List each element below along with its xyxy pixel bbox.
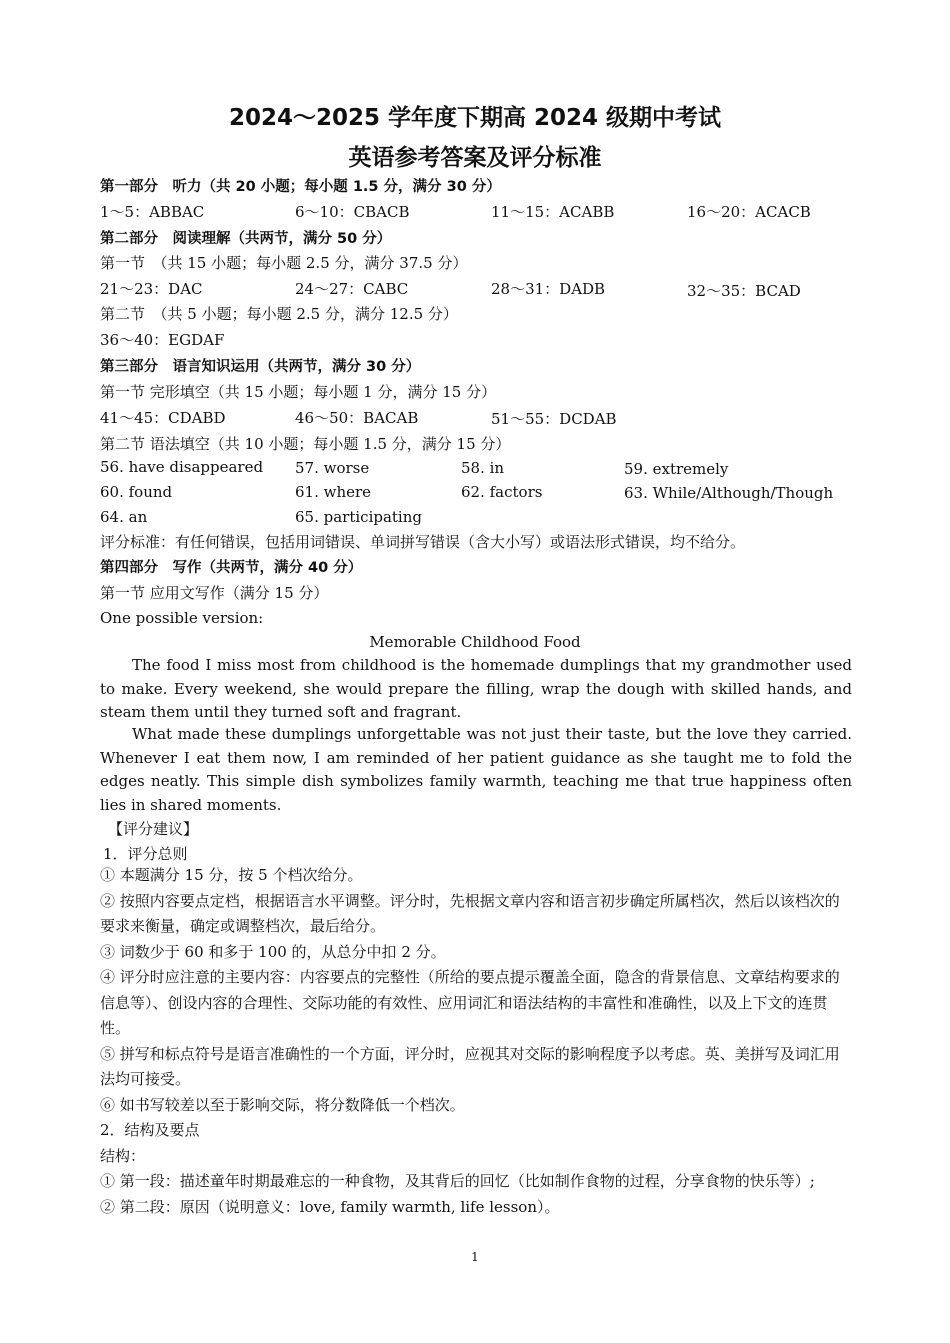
- scoring-item: ③ 词数少于 60 和多于 100 的，从总分中扣 2 分。: [100, 942, 446, 961]
- grammar-answer: 57. worse: [295, 459, 370, 477]
- scoring-item: ⑤ 拼写和标点符号是语言准确性的一个方面，评分时，应视其对交际的影响程度予以考虑。英、美拼写及词汇用法均可接受。: [100, 1044, 840, 1088]
- scoring-general-list: [100, 863, 852, 1220]
- essay-paragraph: What made these dumplings unforgettable was not just their taste, but the love they carried. Whenever I eat them now, I am reminded of her patient guidance as she taught me to fold the edges neatly. This simple dish symbolizes family warmth, teaching me that true happiness often lies in shared moments.: [100, 725, 852, 814]
- answer-group: 28～31：DADB: [491, 280, 606, 298]
- grammar-answer: 65. participating: [295, 508, 422, 526]
- grammar-answer: 61. where: [295, 483, 372, 501]
- grammar-answer: 63. While/Although/Though: [624, 484, 834, 502]
- answer-group: 36～40：EGDAF: [100, 331, 225, 349]
- part2-section2: 第二节 （共 5 小题；每小题 2.5 分，满分 12.5 分）: [100, 305, 458, 323]
- page-subtitle: 英语参考答案及评分标准: [348, 145, 602, 171]
- structure-item: ② 第二段：原因（说明意义：love, family warmth, life lesson）。: [100, 1197, 560, 1216]
- answer-group: 41～45：CDABD: [100, 409, 226, 427]
- answer-group: 32～35：BCAD: [687, 282, 801, 300]
- essay-paragraph: The food I miss most from childhood is the homemade dumplings that my grandmother used to make. Every weekend, she would prepare the filling, wrap the dough with skilled hands, and steam them until they turned soft and fragrant.: [100, 656, 852, 721]
- answer-group: 46～50：BACAB: [295, 409, 419, 427]
- scoring-general-title: 1．评分总则: [103, 845, 188, 863]
- scoring-heading: 【评分建议】: [108, 820, 199, 838]
- part3-section1: 第一节 完形填空（共 15 小题；每小题 1 分，满分 15 分）: [100, 383, 497, 401]
- page-title: 2024～2025 学年度下期高 2024 级期中考试: [228, 105, 722, 131]
- part3-heading: 第三部分 语言知识运用（共两节，满分 30 分）: [100, 359, 421, 375]
- scoring-item: ① 本题满分 15 分，按 5 个档次给分。: [100, 866, 363, 884]
- part2-section1: 第一节 （共 15 小题；每小题 2.5 分，满分 37.5 分）: [100, 254, 468, 272]
- part4-heading: 第四部分 写作（共两节，满分 40 分）: [100, 560, 363, 576]
- grammar-answer: 62. factors: [461, 483, 543, 501]
- grammar-answer: 56. have disappeared: [100, 458, 264, 476]
- grammar-answer: 60. found: [100, 483, 173, 501]
- structure-item: ① 第一段：描述童年时期最难忘的一种食物，及其背后的回忆（比如制作食物的过程，分享食物的快乐等）;: [100, 1172, 815, 1190]
- scoring-item: ⑥ 如书写较差以至于影响交际，将分数降低一个档次。: [100, 1095, 465, 1114]
- version-label: One possible version:: [100, 609, 264, 627]
- part2-heading: 第二部分 阅读理解（共两节，满分 50 分）: [100, 231, 392, 247]
- page-number: 1: [471, 1250, 479, 1264]
- answer-group: 6～10：CBACB: [295, 203, 410, 221]
- answer-group: 24～27：CABC: [295, 280, 409, 298]
- scoring-item: ④ 评分时应注意的主要内容：内容要点的完整性（所给的要点提示覆盖全面，隐含的背景信息、文章结构要求的信息等）、创设内容的合理性、交际功能的有效性、应用词汇和语法结构的丰富性和准确性，以及上下文的连贯性。: [100, 968, 840, 1037]
- part3-section2: 第二节 语法填空（共 10 小题；每小题 1.5 分，满分 15 分）: [100, 435, 511, 453]
- grammar-scoring-note: 评分标准：有任何错误，包括用词错误、单词拼写错误（含大小写）或语法形式错误，均不给分。: [100, 533, 746, 551]
- structure-label: 结构：: [100, 1146, 146, 1165]
- grammar-answer: 59. extremely: [624, 460, 729, 478]
- answer-group: 11～15：ACABB: [491, 203, 615, 221]
- answer-group: 21～23：DAC: [100, 280, 203, 298]
- essay-title: Memorable Childhood Food: [369, 633, 581, 651]
- answer-group: 51～55：DCDAB: [491, 410, 617, 428]
- part4-section1: 第一节 应用文写作（满分 15 分）: [100, 584, 329, 602]
- scoring-item: ② 按照内容要点定档，根据语言水平调整。评分时，先根据文章内容和语言初步确定所属档次，然后以该档次的要求来衡量，确定或调整档次，最后给分。: [100, 891, 840, 935]
- answer-group: 16～20：ACACB: [687, 203, 811, 221]
- grammar-answer: 58. in: [461, 459, 505, 477]
- grammar-answer: 64. an: [100, 508, 148, 526]
- part1-heading: 第一部分 听力（共 20 小题；每小题 1.5 分，满分 30 分）: [100, 179, 501, 195]
- answer-group: 1～5：ABBAC: [100, 203, 205, 221]
- structure-title: 2．结构及要点: [100, 1121, 200, 1139]
